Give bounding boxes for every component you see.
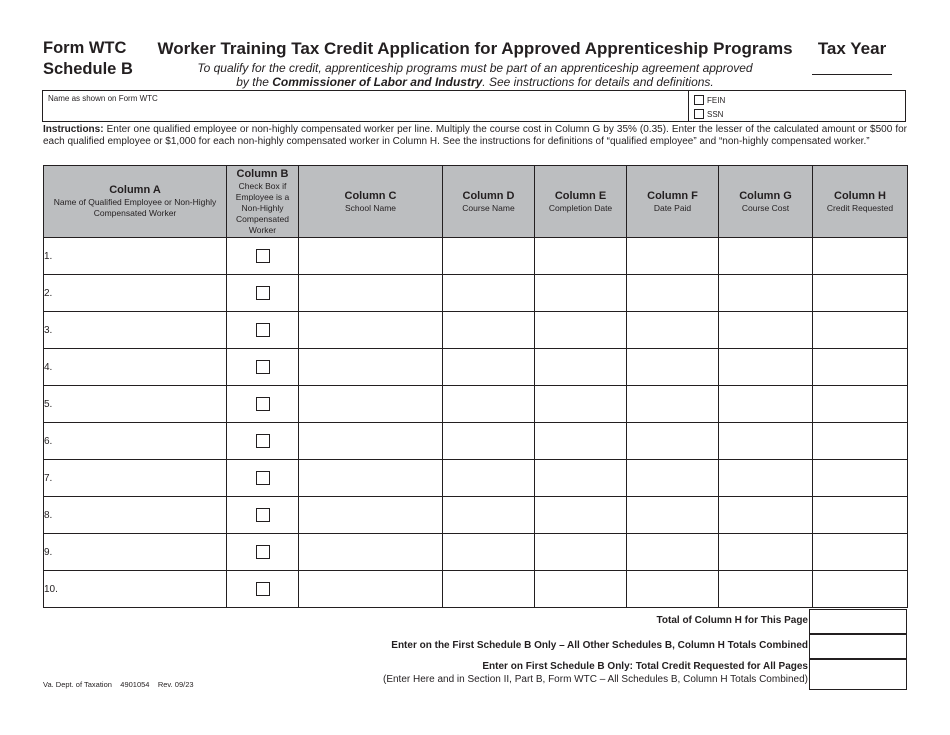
column-title: Column A: [109, 184, 161, 196]
course-cost-cell[interactable]: [719, 534, 813, 571]
employee-name-cell[interactable]: [44, 238, 227, 275]
date-paid-cell[interactable]: [627, 238, 719, 275]
completion-date-cell[interactable]: [535, 423, 627, 460]
date-paid-cell[interactable]: [627, 497, 719, 534]
table-row: [44, 238, 908, 275]
column-header-e: [535, 166, 627, 238]
row-number: 4.: [44, 361, 53, 373]
non-highly-compensated-checkbox[interactable]: [256, 249, 270, 263]
employee-name-cell[interactable]: [44, 497, 227, 534]
all-pages-total-input[interactable]: [809, 659, 907, 690]
column-header-f: [627, 166, 719, 238]
course-name-cell[interactable]: [443, 460, 535, 497]
page-subtitle: [150, 61, 800, 89]
table-row: [44, 534, 908, 571]
all-pages-total-note: (Enter Here and in Section II, Part B, Form WTC – All Schedules B, Column H Totals Combined): [383, 674, 808, 685]
row-number: 2.: [44, 287, 53, 299]
course-cost-cell[interactable]: [719, 312, 813, 349]
course-name-cell[interactable]: [443, 534, 535, 571]
credit-requested-cell[interactable]: [813, 312, 908, 349]
employee-name-cell[interactable]: [44, 312, 227, 349]
non-highly-compensated-checkbox[interactable]: [256, 323, 270, 337]
non-highly-compensated-checkbox[interactable]: [256, 360, 270, 374]
column-header-a: [44, 166, 227, 238]
name-field-divider: [688, 91, 689, 121]
table-row: [44, 349, 908, 386]
column-description: Completion Date: [548, 202, 613, 213]
date-paid-cell[interactable]: [627, 349, 719, 386]
column-description: Course Cost: [741, 202, 790, 213]
course-name-cell[interactable]: [443, 312, 535, 349]
column-description: School Name: [344, 202, 397, 213]
credit-requested-cell[interactable]: [813, 534, 908, 571]
non-highly-compensated-cell[interactable]: [227, 238, 299, 275]
table-row: [44, 423, 908, 460]
course-cost-cell[interactable]: [719, 238, 813, 275]
course-cost-cell[interactable]: [719, 275, 813, 312]
non-highly-compensated-checkbox[interactable]: [256, 397, 270, 411]
table-row: [44, 386, 908, 423]
table-header: [44, 166, 908, 238]
employee-name-cell[interactable]: [44, 534, 227, 571]
completion-date-cell[interactable]: [535, 386, 627, 423]
table-row: [44, 312, 908, 349]
page-total-input[interactable]: [809, 609, 907, 634]
non-highly-compensated-checkbox[interactable]: [256, 545, 270, 559]
non-highly-compensated-cell[interactable]: [227, 571, 299, 608]
table-body: [44, 238, 908, 608]
name-field-label: Name as shown on Form WTC: [48, 94, 158, 103]
school-name-cell[interactable]: [299, 460, 443, 497]
date-paid-cell[interactable]: [627, 386, 719, 423]
course-cost-cell[interactable]: [719, 571, 813, 608]
row-number: 3.: [44, 324, 53, 336]
row-number: 7.: [44, 472, 53, 484]
credit-requested-cell[interactable]: [813, 238, 908, 275]
course-cost-cell[interactable]: [719, 497, 813, 534]
completion-date-cell[interactable]: [535, 571, 627, 608]
non-highly-compensated-checkbox[interactable]: [256, 582, 270, 596]
table-row: [44, 571, 908, 608]
credit-requested-cell[interactable]: [813, 349, 908, 386]
non-highly-compensated-cell[interactable]: [227, 386, 299, 423]
footer: [43, 680, 194, 689]
non-highly-compensated-checkbox[interactable]: [256, 286, 270, 300]
fein-checkbox[interactable]: [694, 95, 704, 105]
column-title: Column B: [236, 167, 289, 180]
employee-name-cell[interactable]: [44, 571, 227, 608]
ssn-checkbox[interactable]: [694, 109, 704, 119]
school-name-cell[interactable]: [299, 349, 443, 386]
non-highly-compensated-cell[interactable]: [227, 460, 299, 497]
course-cost-cell[interactable]: [719, 386, 813, 423]
date-paid-cell[interactable]: [627, 460, 719, 497]
credit-requested-cell[interactable]: [813, 386, 908, 423]
completion-date-cell[interactable]: [535, 312, 627, 349]
apprentice-table: [43, 165, 908, 608]
tax-year-input[interactable]: [812, 74, 892, 75]
column-title: Column D: [462, 189, 515, 202]
credit-requested-cell[interactable]: [813, 571, 908, 608]
school-name-cell[interactable]: [299, 312, 443, 349]
employee-name-cell[interactable]: [44, 349, 227, 386]
ssn-option[interactable]: [694, 109, 723, 119]
ssn-label: SSN: [707, 109, 724, 119]
table-row: [44, 275, 908, 312]
non-highly-compensated-checkbox[interactable]: [256, 508, 270, 522]
name-field[interactable]: [42, 90, 906, 122]
non-highly-compensated-cell[interactable]: [227, 312, 299, 349]
fein-label: FEIN: [707, 95, 726, 105]
footer-form-number: 4901054: [120, 680, 150, 689]
employee-name-cell[interactable]: [44, 423, 227, 460]
course-cost-cell[interactable]: [719, 460, 813, 497]
school-name-cell[interactable]: [299, 571, 443, 608]
employee-name-cell[interactable]: [44, 275, 227, 312]
non-highly-compensated-cell[interactable]: [227, 534, 299, 571]
column-title: Column E: [554, 189, 607, 202]
table-row: [44, 497, 908, 534]
non-highly-compensated-cell[interactable]: [227, 349, 299, 386]
form-id: [43, 38, 133, 80]
completion-date-cell[interactable]: [535, 275, 627, 312]
combined-total-label: Enter on the First Schedule B Only – All Other Schedules B, Column H Totals Combined: [391, 640, 808, 651]
column-header-d: [443, 166, 535, 238]
course-cost-cell[interactable]: [719, 349, 813, 386]
column-header-g: [719, 166, 813, 238]
school-name-cell[interactable]: [299, 534, 443, 571]
credit-requested-cell[interactable]: [813, 423, 908, 460]
date-paid-cell[interactable]: [627, 534, 719, 571]
tax-year-label: Tax Year: [817, 39, 887, 58]
row-number: 5.: [44, 398, 53, 410]
employee-name-cell[interactable]: [44, 386, 227, 423]
date-paid-cell[interactable]: [627, 275, 719, 312]
school-name-cell[interactable]: [299, 238, 443, 275]
date-paid-cell[interactable]: [627, 571, 719, 608]
column-title: Column C: [344, 189, 397, 202]
subtitle-line1: To qualify for the credit, apprenticeship programs must be part of an apprenticeship agreement approved: [197, 61, 753, 75]
credit-requested-cell[interactable]: [813, 460, 908, 497]
column-header-h: [813, 166, 908, 238]
course-name-cell[interactable]: [443, 275, 535, 312]
row-number: 8.: [44, 509, 53, 521]
combined-total-input[interactable]: [809, 634, 907, 659]
course-name-cell[interactable]: [443, 238, 535, 275]
course-name-cell[interactable]: [443, 571, 535, 608]
non-highly-compensated-checkbox[interactable]: [256, 471, 270, 485]
non-highly-compensated-cell[interactable]: [227, 275, 299, 312]
school-name-cell[interactable]: [299, 497, 443, 534]
employee-name-cell[interactable]: [44, 460, 227, 497]
completion-date-cell[interactable]: [535, 460, 627, 497]
column-description: Date Paid: [653, 202, 692, 213]
non-highly-compensated-checkbox[interactable]: [256, 434, 270, 448]
school-name-cell[interactable]: [299, 423, 443, 460]
course-name-cell[interactable]: [443, 423, 535, 460]
column-description: Check Box if Employee is a Non-Highly Compensated Worker: [235, 180, 290, 235]
school-name-cell[interactable]: [299, 386, 443, 423]
instructions-lead: Instructions:: [43, 124, 104, 135]
course-name-cell[interactable]: [443, 349, 535, 386]
fein-option[interactable]: [694, 95, 725, 105]
non-highly-compensated-cell[interactable]: [227, 497, 299, 534]
instructions: [43, 124, 907, 149]
column-title: Column G: [739, 189, 792, 202]
course-cost-cell[interactable]: [719, 423, 813, 460]
page-total-label: Total of Column H for This Page: [656, 615, 808, 626]
course-name-cell[interactable]: [443, 386, 535, 423]
completion-date-cell[interactable]: [535, 238, 627, 275]
row-number: 1.: [44, 250, 53, 262]
form-id-line1: Form WTC: [43, 39, 127, 57]
school-name-cell[interactable]: [299, 275, 443, 312]
instructions-text: Enter one qualified employee or non-highly compensated worker per line. Multiply the course cost in Column G by 35% (0.35). Enter the lesser of the calculated amount or $500 for each qualified employee or $1,000 for each non-highly compensated worker in Column H. See the instructions for definitions of “qualified employee” and “non-highly compensated worker.”: [43, 124, 907, 148]
completion-date-cell[interactable]: [535, 349, 627, 386]
all-pages-total-label: Enter on First Schedule B Only: Total Credit Requested for All Pages: [482, 661, 808, 672]
column-title: Column H: [834, 189, 886, 202]
footer-dept: Va. Dept. of Taxation: [43, 680, 112, 689]
table-row: [44, 460, 908, 497]
column-description: Course Name: [462, 202, 515, 213]
form-id-line2: Schedule B: [43, 60, 133, 78]
subtitle-line2: by the Commissioner of Labor and Industry. See instructions for details and definitions.: [236, 75, 714, 89]
footer-revision: Rev. 09/23: [157, 680, 194, 689]
credit-requested-cell[interactable]: [813, 497, 908, 534]
date-paid-cell[interactable]: [627, 423, 719, 460]
column-description: Credit Requested: [826, 202, 894, 213]
non-highly-compensated-cell[interactable]: [227, 423, 299, 460]
completion-date-cell[interactable]: [535, 497, 627, 534]
row-number: 9.: [44, 546, 53, 558]
column-header-c: [299, 166, 443, 238]
credit-requested-cell[interactable]: [813, 275, 908, 312]
commissioner-text: Commissioner of Labor and Industry: [272, 75, 483, 89]
page-title: Worker Training Tax Credit Application for Approved Apprenticeship Programs: [157, 39, 793, 58]
completion-date-cell[interactable]: [535, 534, 627, 571]
course-name-cell[interactable]: [443, 497, 535, 534]
row-number: 10.: [44, 583, 58, 595]
column-title: Column F: [647, 189, 698, 202]
date-paid-cell[interactable]: [627, 312, 719, 349]
column-description: Name of Qualified Employee or Non-Highly Compensated Worker: [53, 197, 217, 218]
column-header-b: [227, 166, 299, 238]
row-number: 6.: [44, 435, 53, 447]
